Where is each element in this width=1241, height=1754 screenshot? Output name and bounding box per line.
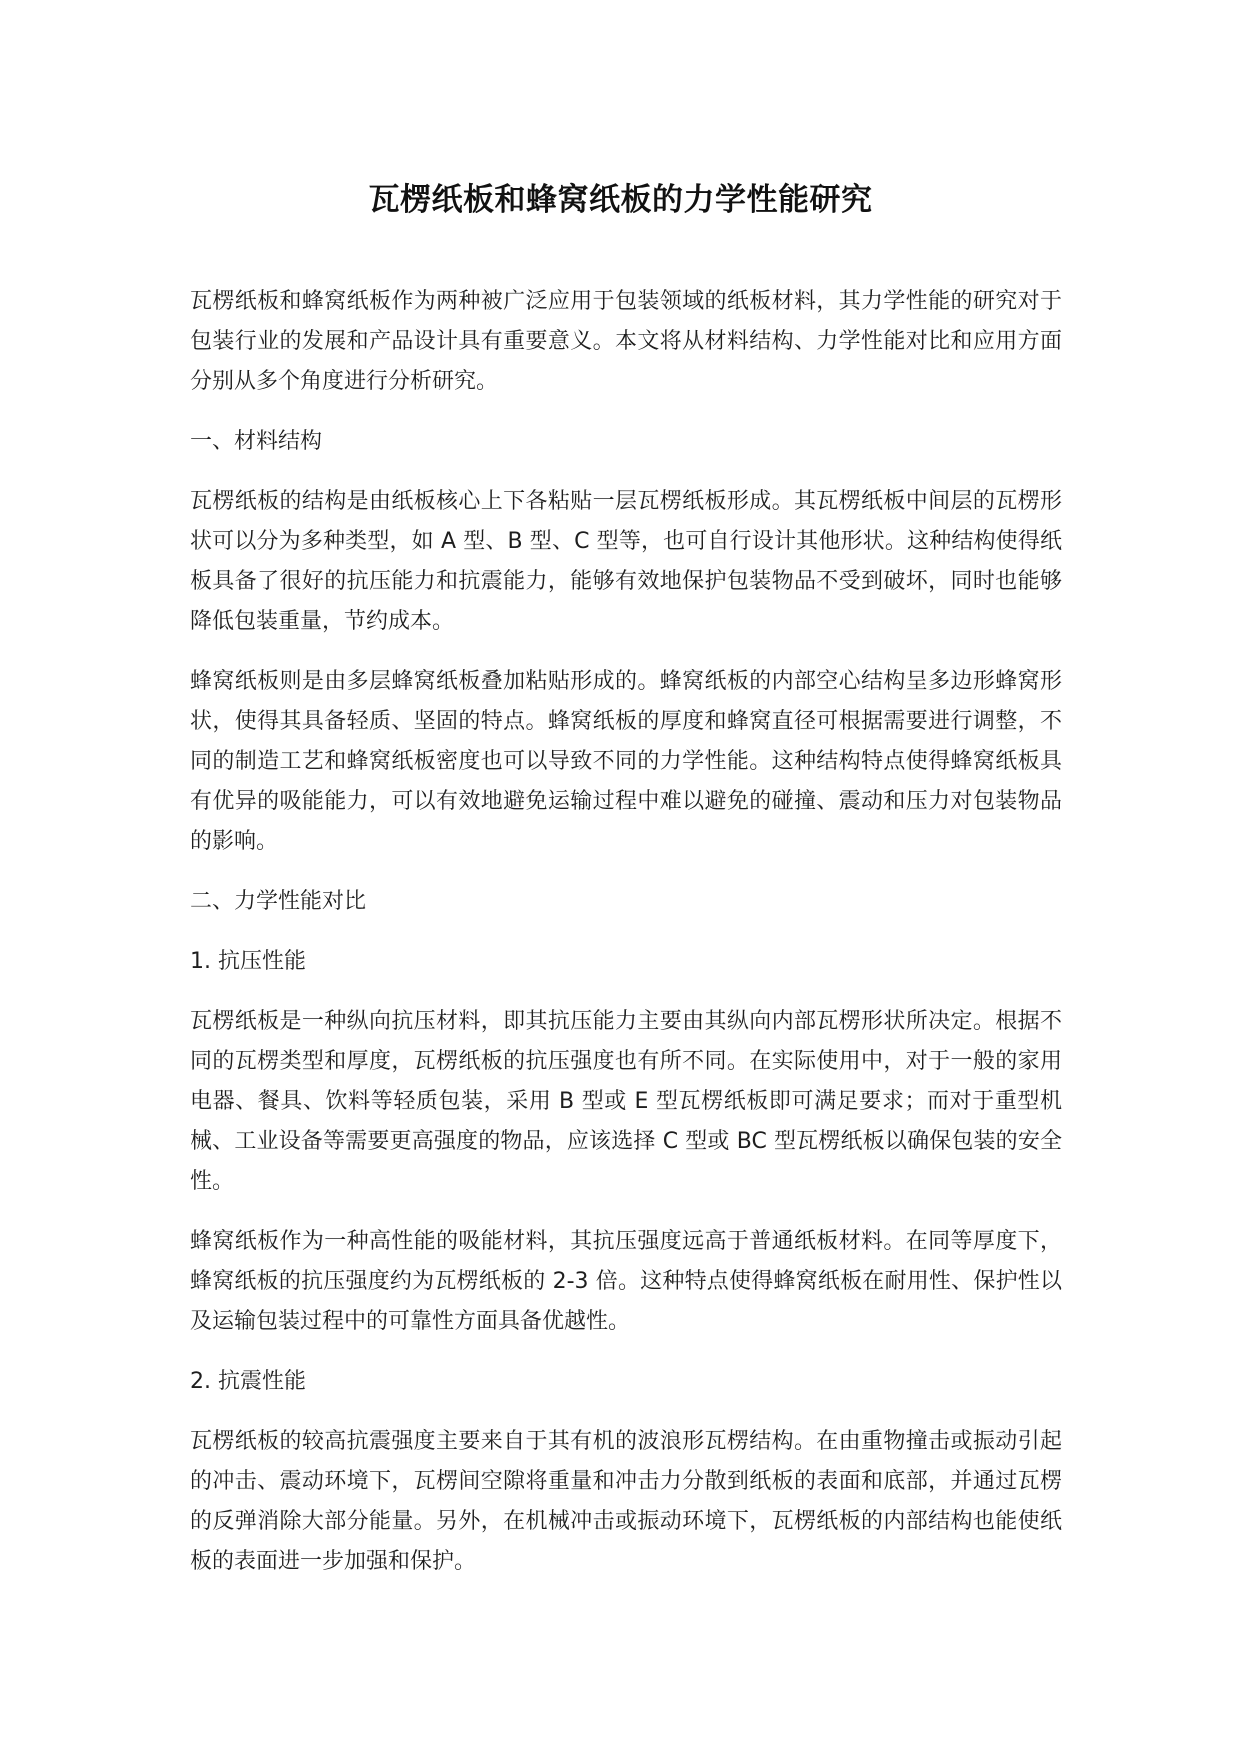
section-heading-material-structure: 一、材料结构: [190, 429, 323, 454]
subsection-heading-compression: 1. 抗压性能: [190, 949, 306, 974]
page-title: 瓦楞纸板和蜂窝纸板的力学性能研究: [368, 182, 873, 218]
paragraph-honeycomb-structure: 蜂窝纸板则是由多层蜂窝纸板叠加粘贴形成的。蜂窝纸板的内部空心结构呈多边形蜂窝形状，使得其具备轻质、坚固的特点。蜂窝纸板的厚度和蜂窝直径可根据需要进行调整，不同的制造工艺和蜂窝纸板密度也可以导致不同的力学性能。这种结构特点使得蜂窝纸板具有优异的吸能能力，可以有效地避免运输过程中难以避免的碰撞、震动和压力对包装物品的影响。: [190, 669, 1062, 854]
paragraph-corrugated-compression: 瓦楞纸板是一种纵向抗压材料，即其抗压能力主要由其纵向内部瓦楞形状所决定。根据不同的瓦楞类型和厚度，瓦楞纸板的抗压强度也有所不同。在实际使用中，对于一般的家用电器、餐具、饮料等轻质包装，采用 B 型或 E 型瓦楞纸板即可满足要求；而对于重型机械、工业设备等需要更高强度的物品，应该选择 C 型或 BC 型瓦楞纸板以确保包装的安全性。: [190, 1009, 1062, 1194]
section-heading-mechanical-comparison: 二、力学性能对比: [190, 889, 367, 914]
document-body: [190, 282, 1062, 1602]
paragraph-honeycomb-compression: 蜂窝纸板作为一种高性能的吸能材料，其抗压强度远高于普通纸板材料。在同等厚度下，蜂窝纸板的抗压强度约为瓦楞纸板的 2-3 倍。这种特点使得蜂窝纸板在耐用性、保护性以及运输包装过程中的可靠性方面具备优越性。: [190, 1229, 1062, 1334]
subsection-heading-shock-resistance: 2. 抗震性能: [190, 1369, 306, 1394]
paragraph-corrugated-shock: 瓦楞纸板的较高抗震强度主要来自于其有机的波浪形瓦楞结构。在由重物撞击或振动引起的冲击、震动环境下，瓦楞间空隙将重量和冲击力分散到纸板的表面和底部，并通过瓦楞的反弹消除大部分能量。另外，在机械冲击或振动环境下，瓦楞纸板的内部结构也能使纸板的表面进一步加强和保护。: [190, 1429, 1062, 1574]
paragraph-corrugated-structure: 瓦楞纸板的结构是由纸板核心上下各粘贴一层瓦楞纸板形成。其瓦楞纸板中间层的瓦楞形状可以分为多种类型，如 A 型、B 型、C 型等，也可自行设计其他形状。这种结构使得纸板具备了很好的抗压能力和抗震能力，能够有效地保护包装物品不受到破坏，同时也能够降低包装重量，节约成本。: [190, 489, 1062, 634]
paragraph-intro: 瓦楞纸板和蜂窝纸板作为两种被广泛应用于包装领域的纸板材料，其力学性能的研究对于包装行业的发展和产品设计具有重要意义。本文将从材料结构、力学性能对比和应用方面分别从多个角度进行分析研究。: [190, 289, 1062, 394]
